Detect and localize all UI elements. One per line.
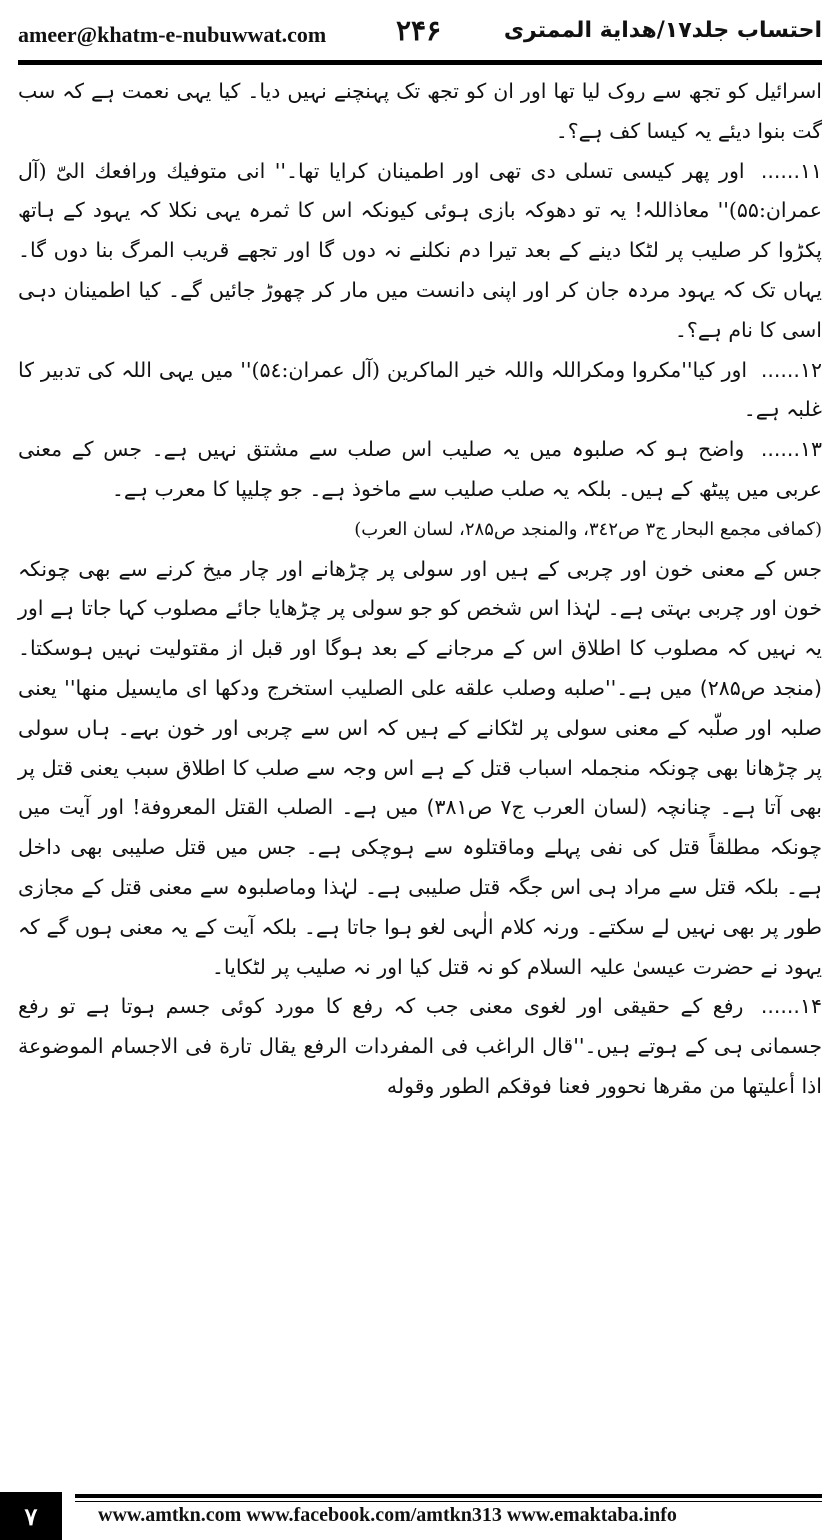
paragraph <box>18 351 822 431</box>
arabic-quote: صلبه وصلب علقه علی الصلیب استخرج ودکها ای مایسیل منها <box>75 675 605 700</box>
paragraph-text: رفع کے حقیقی اور لغوی معنی جب کہ رفع کا مورد کوئی جسم ہوتا ہے تو رفع جسمانی ہی کے ہوتے ہیں۔'' <box>18 994 822 1059</box>
footer-page-badge: ۷ <box>0 1492 62 1540</box>
paragraph-text: اور پھر کیسی تسلی دی تھی اور اطمینان کرایا تھا۔'' <box>274 158 745 183</box>
header-email: ameer@khatm-e-nubuwwat.com <box>18 22 327 47</box>
paragraph <box>18 550 822 988</box>
item-number: ۱۲...... <box>760 357 822 382</box>
paragraph-text: واضح ہو کہ صلبوہ میں یہ صلیب اس صلب سے مشتق نہیں ہے۔ جس کے معنی عربی میں پیٹھ کے ہیں۔ بلکہ یہ صلب صلیب سے ماخوذ ہے۔ جو چلیپا کا معرب ہے۔ <box>18 437 822 501</box>
paragraph-text: '' میں یہی اللہ کی تدبیر کا غلبہ ہے۔ <box>18 357 822 422</box>
citation: (کمافی مجمع البحار ج۳ ص۳٤۲، والمنجد ص۲۸۵، لسان العرب) <box>354 518 822 540</box>
paragraph <box>18 72 822 152</box>
page-number: ۲۴۶ <box>396 14 442 47</box>
header-rule <box>18 60 822 65</box>
paragraph <box>18 430 822 510</box>
paragraph-text: اور آیت میں چونکہ مطلقاً قتل کی نفی پہلے وماقتلوہ سے ہوچکی ہے۔ جس میں قتل صلیبی بھی داخل ہے۔ بلکہ قتل سے مراد ہی اس جگہ قتل صلیبی ہے۔ لہٰذا وماصلبوہ سے معنی قتل کے مجازی طور پر بھی نہیں لے سکتے۔ ورنہ کلام الٰہی لغو ہوا جاتا ہے۔ بلکہ آیت کے یہ معنی ہوں گے کہ یہود نے حضرت عیسیٰ علیہ السلام کو نہ قتل کیا اور نہ صلیب پر لٹکایا۔ <box>18 795 822 979</box>
paragraph-text: '' یعنی صلبہ اور صلّبہ کے معنی سولی پر لٹکانے کے ہیں کہ اس سے چربی اور خون بہے۔ ہاں سولی پر چڑھانا بھی چونکہ منجملہ اسباب قتل کے ہے اس وجہ سے صلب کا اطلاق سبب یعنی قتل پر بھی آتا ہے۔ چنانچہ (لسان العرب ج۷ ص۳۸۱) میں ہے۔ <box>18 675 822 820</box>
item-number: ۱۳...... <box>760 437 822 462</box>
page-body <box>18 72 822 1107</box>
arabic-quote: مکروا ومکراللہ واللہ خیر الماکرین (آل عمران:۵٤) <box>251 357 682 382</box>
paragraph <box>18 987 822 1106</box>
paragraph-text: '' معاذاللہ! یہ تو دھوکہ بازی ہوئی کیونکہ اس کا ثمرہ یہی نکلا کہ یہود کے ہاتھ پکڑوا کر صلیب پر لٹکا دینے کے بعد تیرا دم نکلنے نہ دوں گا اور تجھے قریب المرگ بنا دوں گا۔ یہاں تک کہ یہود مردہ جان کر اور اپنی دانست میں مار کر چھوڑ جائیں گے۔ کیا اطمینان دہی اسی کا نام ہے؟۔ <box>18 198 822 342</box>
item-number: ۱۴...... <box>760 994 822 1019</box>
paragraph-text: اسرائیل کو تجھ سے روک لیا تھا اور ان کو تجھ تک پہنچنے نہیں دیا۔ کیا یہی نعمت ہے کہ سب گت بنوا دیئے یہ کیسا کف ہے؟۔ <box>18 79 822 143</box>
page-footer <box>0 1492 840 1540</box>
page-header <box>18 10 822 58</box>
footer-rule-thin <box>75 1501 822 1502</box>
paragraph-text: اور کیا'' <box>681 357 748 382</box>
footer-links: www.amtkn.com www.facebook.com/amtkn313 www.emaktaba.info <box>98 1504 677 1526</box>
paragraph <box>18 152 822 351</box>
arabic-quote: انی متوفیك ورافعك الیّ (آل عمران:۵۵) <box>18 158 822 223</box>
item-number: ۱۱...... <box>760 158 822 183</box>
arabic-quote: الصلب القتل المعروفة! <box>132 795 334 820</box>
footer-rule <box>75 1494 822 1498</box>
arabic-quote: قال الراغب فی المفردات الرفع یقال تارة فی الاجسام الموضوعة اذا أعلیتها من مقرها نحوور فعنا فوقکم الطور وقوله <box>18 1034 822 1098</box>
book-title: احتساب جلد۱۷/ھدایة الممتری <box>503 18 822 43</box>
paragraph-text: جس کے معنی خون اور چربی کے ہیں اور سولی پر چڑھانے اور چار میخ کرنے سے بھی چونکہ خون اور چربی بہتی ہے۔ لہٰذا اس شخص کو جو سولی پر چڑھایا جائے مصلوب کہا جاتا ہے اور یہ نہیں کہ مصلوب کا اطلاق اس کے مرجانے کے بعد ہوگا اور قبل از مقتولیت نہیں ہوسکتا۔ (منجد ص۲۸۵) میں ہے۔'' <box>18 556 823 700</box>
